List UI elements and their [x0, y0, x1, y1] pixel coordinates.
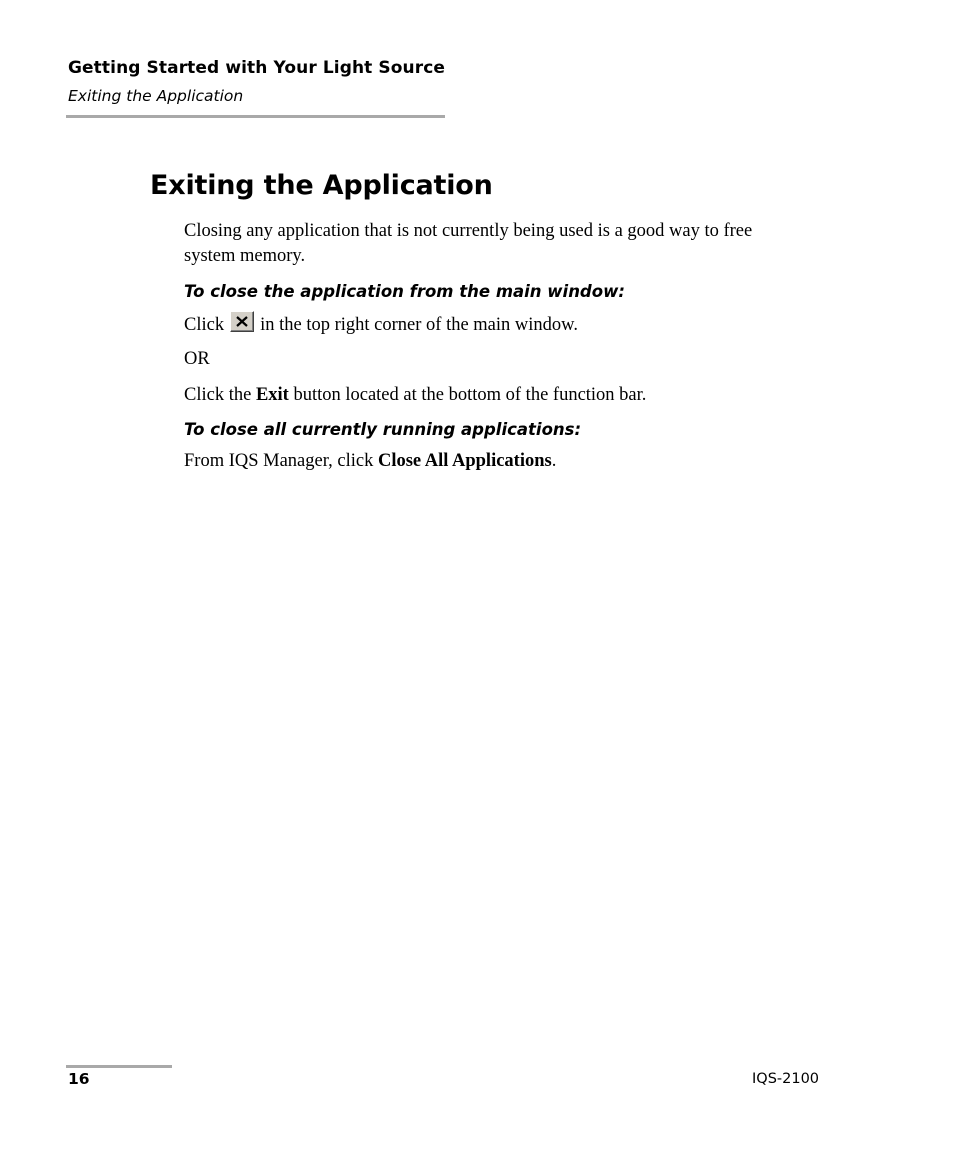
intro-paragraph: Closing any application that is not currently being used is a good way to free system memory.: [184, 221, 753, 266]
or-separator: OR: [184, 349, 210, 369]
running-header-subtitle: Exiting the Application: [68, 87, 244, 105]
running-header-title: Getting Started with Your Light Source: [68, 58, 446, 78]
header-rule: [66, 115, 445, 118]
step-close-all-before: From IQS Manager, click: [184, 451, 374, 471]
footer-rule: [66, 1065, 172, 1068]
step-exit-after: button located at the bottom of the function bar.: [293, 385, 647, 405]
page-number: 16: [68, 1070, 90, 1088]
step-exit-before: Click the: [184, 385, 252, 405]
step-click-close: [184, 311, 804, 338]
close-all-applications-label: Close All Applications: [377, 451, 552, 471]
step-click-desc: in the top right corner of the main window.: [260, 315, 578, 335]
document-code: IQS-2100: [752, 1071, 820, 1087]
step-close-all-after: .: [551, 451, 557, 471]
step-exit-button: [184, 383, 804, 408]
procedure-heading-main-window: To close the application from the main window:: [184, 282, 625, 301]
procedure-heading-all-apps: To close all currently running applications:: [184, 420, 582, 439]
step-close-all: [184, 449, 804, 474]
exit-button-label: Exit: [255, 385, 289, 405]
step-click-label: Click: [184, 315, 225, 335]
close-icon: [230, 311, 254, 332]
section-heading: Exiting the Application: [150, 170, 493, 201]
